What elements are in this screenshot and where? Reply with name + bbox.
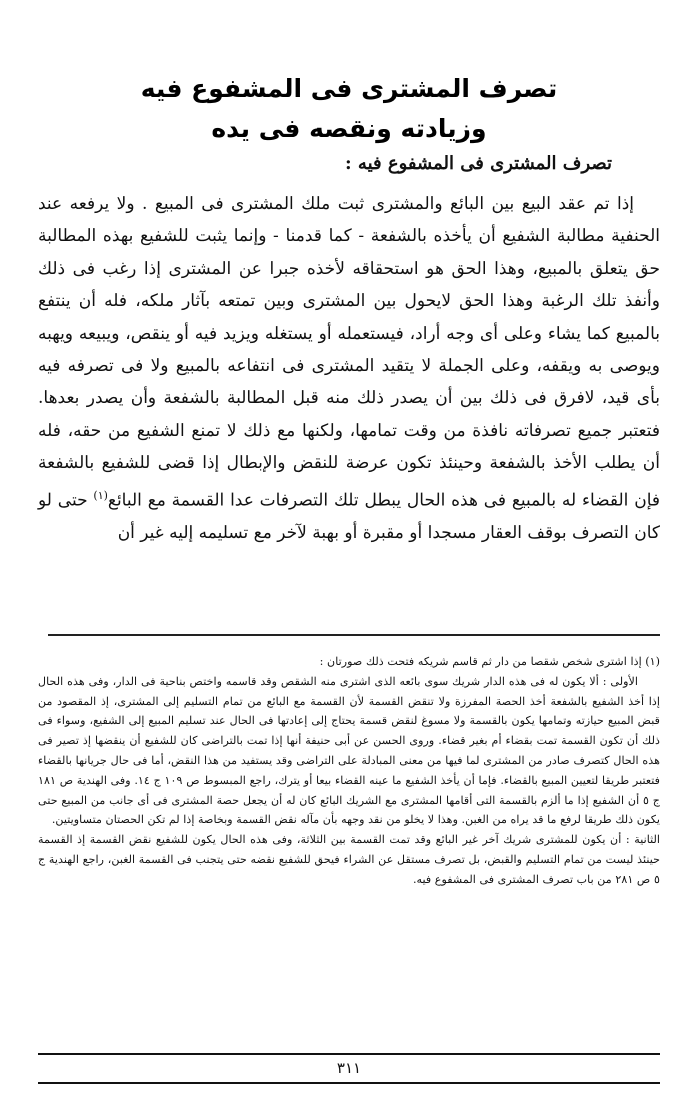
body-paragraph: [38, 188, 660, 549]
footnotes-section: [38, 652, 660, 890]
body-paragraph-text: إذا تم عقد البيع بين البائع والمشترى ثبت ملك المشترى فى المبيع . ولا يرفعه عند الحنفية مطالبة الشفيع أن يأخذه بالشفعة - كما قدمنا - وإنما يثبت للشفيع بهذه المطالبة حق يتعلق بالمبيع، وهذا الحق هو استحقاقه لأخذه جبرا عن المشترى إذا رغب فى ذلك وأنفذ تلك الرغبة وهذا الحق لايحول بين المشترى وبين تمتعه بآثار ملكه، فله أن ينتفع بالمبيع كما يشاء وعلى أى وجه أراد، فيستعمله أو يستغله ويزيد فيه أو ينقص، ويبيعه ويهبه ويوصى به ويقفه، وعلى الجملة لا يتقيد المشترى فى انتفاعه بالمبيع ولا فى تصرفه فيه بأى قيد، لافرق فى ذلك بين أن يصدر ذلك منه قبل المطالبة بالشفعة وأن يصدر بعدها. فتعتبر جميع تصرفاته نافذة من وقت تمامها، ولكنها مع ذلك لا تمنع الشفيع من حقه، فله أن يطلب الأخذ بالشفعة وحينئذ تكون عرضة للنقض والإبطال إذا قضى للشفيع بالشفعة فإن القضاء له بالمبيع فى هذه الحال يبطل تلك التصرفات عدا القسمة مع البائع: [38, 194, 661, 511]
footnote-reference[interactable]: (١): [93, 488, 108, 502]
footnote-separator: [48, 634, 660, 636]
page-number: ٣١١: [336, 1059, 362, 1077]
bottom-rule-upper: [38, 1053, 660, 1055]
main-body: [38, 188, 660, 549]
chapter-title-line-2: وزيادته ونقصه فى يده: [211, 114, 487, 143]
chapter-title-line-1: تصرف المشترى فى المشفوع فيه: [140, 74, 558, 103]
footnote-intro: (١) إذا اشترى شخص شقصا من دار ثم قاسم شريكه فتحت ذلك صورتان :: [319, 655, 660, 668]
footnote-case-second: الثانية : أن يكون للمشترى شريك آخر غير البائع وقد تمت القسمة بين الثلاثة، وفى هذه الحال يكون للشفيع نقض القسمة إذ القسمة حينئذ ليست من تمام التسليم والقبض، بل تصرف مستقل عن الشراء فيحق للشفيع نقضه حتى يتجنب فى القسمة الغبن، راجع الهندية ج ٥ ص ٢٨١ من باب تصرف المشترى فى المشفوع فيه.: [38, 833, 660, 886]
footnote-case-first: الأولى : ألا يكون له فى هذه الدار شريك سوى بائعه الذى اشترى منه الشقص وقد قاسمه واختص بناحية فى الدار، وفى هذه الحال إذا أخذ الشفيع بالشفعة أخذ الحصة المفرزة ولا تنقض القسمة لأن القسمة مع البائع من تمام التسليم إلى المشترى، إذ المقصود من قبض المبيع حيازته وتمامها يكون بالقسمة ولا مسوغ لنقض قسمة يحتاج إلى إعادتها فى الحال عند تسليم المبيع إلى الشفيع، وسواء فى ذلك أن تكون القسمة تمت بقضاء أم بغير قضاء. وروى الحسن عن أبى حنيفة أنها إذا تمت بالتراضى كان للشفيع أن ينقضها إذ تصير فى هذه الحال كتصرف صادر من المشترى لما فيها من معنى المبادلة على التراضى وقد يستفيد من هذا النقض، أما فى حال جريانها بالقضاء فتعتبر طريقا لتعيين المبيع بالقضاء. فإما أن يأخذ الشفيع ما عينه القضاء بيعا أو يترك، راجع المبسوط ص ١٠٩ ج ١٤. وفى الهندية ص ١٨١ ج ٥ أن الشفيع إذا ما ألزم بالقسمة التى أقامها المشترى مع الشريك البائع كان له أن يجعل حصة المشترى فى أى جانب من المبيع حتى يكون ذلك طريقا لرفع ما قد يراه من الغبن. وهذا لا يخلو من نقد وجهه بأن مآله نقض القسمة وبخاصة إذا لم تكن الحصتان متساويتين.: [38, 674, 660, 827]
body-paragraph-tail: حتى لو كان التصرف بوقف العقار مسجدا أو مقبرة أو بهبة لآخر مع تسليمه إليه غير أن: [38, 490, 660, 543]
section-subheading: تصرف المشترى فى المشفوع فيه :: [345, 153, 612, 174]
bottom-rule-lower: [38, 1082, 660, 1084]
